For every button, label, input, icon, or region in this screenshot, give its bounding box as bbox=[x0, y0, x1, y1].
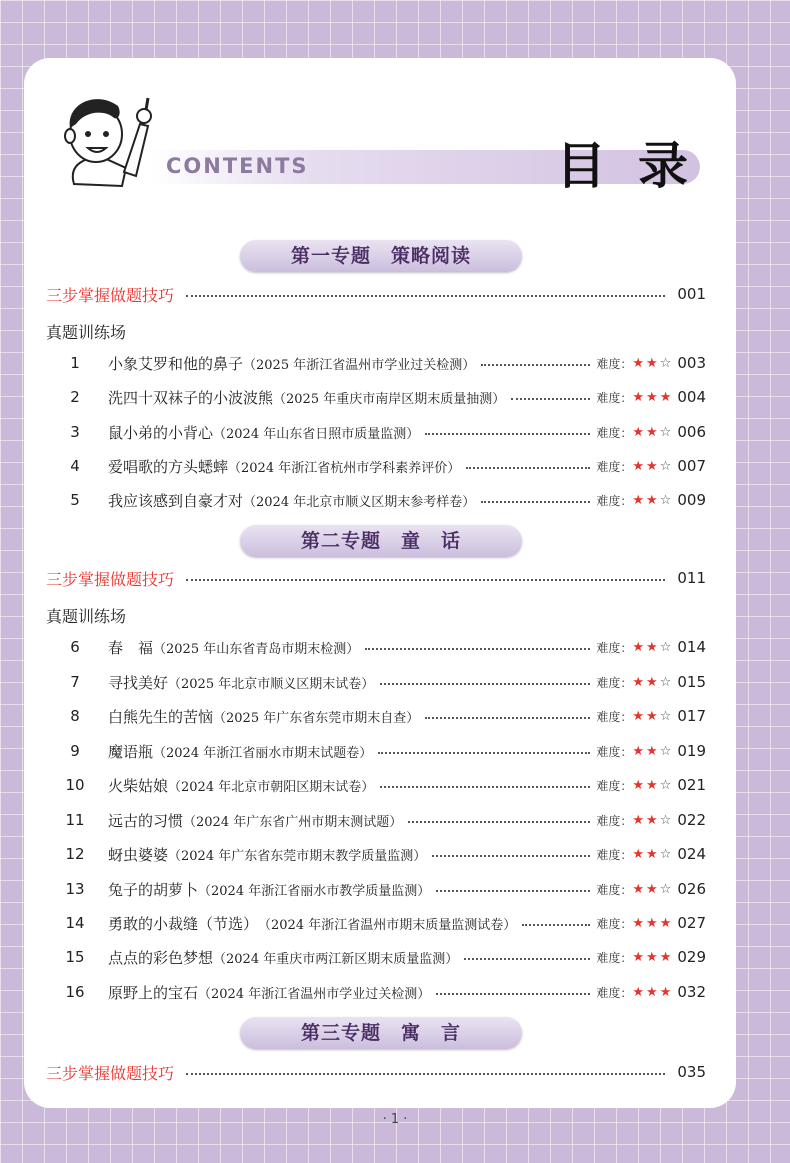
page-number: 004 bbox=[677, 388, 706, 406]
star-filled-icon: ★ bbox=[646, 355, 660, 371]
star-filled-icon: ★ bbox=[632, 458, 647, 474]
page-number: 022 bbox=[677, 811, 706, 829]
tips-row[interactable] bbox=[46, 566, 706, 590]
star-filled-icon: ★ bbox=[659, 915, 674, 931]
star-empty-icon: ☆ bbox=[659, 777, 674, 793]
page-number: 027 bbox=[677, 914, 706, 932]
star-empty-icon: ☆ bbox=[659, 846, 674, 862]
entry-source: （2024 年广东省广州市期末测试题） bbox=[183, 814, 403, 830]
star-filled-icon: ★ bbox=[659, 949, 674, 965]
entry-title: 火柴姑娘 bbox=[108, 776, 169, 795]
dot-leader bbox=[425, 717, 590, 719]
difficulty-label: 难度： bbox=[596, 709, 633, 724]
page-number: 003 bbox=[677, 354, 706, 372]
difficulty-label: 难度： bbox=[596, 950, 633, 965]
star-filled-icon: ★ bbox=[632, 639, 647, 655]
toc-entry[interactable] bbox=[60, 385, 706, 409]
difficulty-stars bbox=[632, 675, 673, 690]
entry-source: （2024 年浙江省丽水市期末试题卷） bbox=[153, 745, 373, 761]
footer-page-number: · 1 · bbox=[382, 1112, 408, 1127]
difficulty-stars bbox=[632, 425, 673, 440]
difficulty-label: 难度： bbox=[596, 425, 633, 440]
dot-leader bbox=[365, 648, 590, 650]
tips-label: 三步掌握做题技巧 bbox=[46, 569, 175, 589]
difficulty-stars bbox=[632, 709, 673, 724]
page-number: 021 bbox=[677, 776, 706, 794]
star-filled-icon: ★ bbox=[659, 389, 674, 405]
page-number: 024 bbox=[677, 845, 706, 863]
star-filled-icon: ★ bbox=[632, 881, 647, 897]
dot-leader bbox=[511, 398, 590, 400]
star-filled-icon: ★ bbox=[646, 708, 660, 724]
toc-entry[interactable] bbox=[60, 808, 706, 832]
difficulty-stars bbox=[632, 459, 673, 474]
star-filled-icon: ★ bbox=[646, 743, 660, 759]
star-empty-icon: ☆ bbox=[659, 492, 674, 508]
page-number: 019 bbox=[677, 742, 706, 760]
entry-number: 4 bbox=[70, 457, 80, 475]
toc-entry[interactable] bbox=[60, 488, 706, 512]
tips-row[interactable] bbox=[46, 1060, 706, 1084]
difficulty-label: 难度： bbox=[596, 675, 633, 690]
contents-label: CONTENTS bbox=[166, 154, 309, 178]
entry-number: 16 bbox=[65, 983, 85, 1001]
page-title: 目录 bbox=[556, 137, 720, 195]
difficulty-stars bbox=[632, 916, 673, 931]
difficulty-stars bbox=[632, 493, 673, 508]
dot-leader bbox=[186, 1073, 665, 1075]
entry-source: （2025 年浙江省温州市学业过关检测） bbox=[243, 357, 476, 373]
entry-title: 寻找美好 bbox=[108, 673, 169, 692]
practice-heading: 真题训练场 bbox=[46, 323, 127, 342]
star-filled-icon: ★ bbox=[632, 708, 647, 724]
star-empty-icon: ☆ bbox=[659, 355, 674, 371]
page-number: 015 bbox=[677, 673, 706, 691]
entry-number: 6 bbox=[70, 638, 80, 656]
toc-entry[interactable] bbox=[60, 911, 706, 935]
dot-leader bbox=[481, 501, 590, 503]
toc-entry[interactable] bbox=[60, 704, 706, 728]
difficulty-stars bbox=[632, 744, 673, 759]
section-heading: 第一专题 策略阅读 bbox=[240, 240, 522, 272]
star-filled-icon: ★ bbox=[646, 915, 660, 931]
dot-leader bbox=[425, 433, 590, 435]
tips-row[interactable] bbox=[46, 282, 706, 306]
entry-source: （2024 年重庆市两江新区期末质量监测） bbox=[213, 951, 459, 967]
difficulty-label: 难度： bbox=[596, 390, 633, 405]
entry-source: （2025 年山东省青岛市期末检测） bbox=[153, 641, 360, 657]
difficulty-stars bbox=[632, 390, 673, 405]
difficulty-stars bbox=[632, 640, 673, 655]
star-filled-icon: ★ bbox=[646, 424, 660, 440]
star-filled-icon: ★ bbox=[646, 812, 660, 828]
entry-source: （2024 年浙江省温州市学业过关检测） bbox=[198, 986, 431, 1002]
difficulty-stars bbox=[632, 813, 673, 828]
difficulty-stars bbox=[632, 985, 673, 1000]
page-number: 032 bbox=[677, 983, 706, 1001]
star-filled-icon: ★ bbox=[632, 389, 647, 405]
difficulty-label: 难度： bbox=[596, 459, 633, 474]
entry-number: 11 bbox=[65, 811, 85, 829]
star-filled-icon: ★ bbox=[632, 424, 647, 440]
star-empty-icon: ☆ bbox=[659, 881, 674, 897]
star-filled-icon: ★ bbox=[632, 492, 647, 508]
tips-label: 三步掌握做题技巧 bbox=[46, 285, 175, 305]
entry-title: 我应该感到自豪才对 bbox=[108, 491, 244, 510]
section-heading: 第二专题 童 话 bbox=[240, 525, 522, 557]
entry-title: 远古的习惯 bbox=[108, 811, 184, 830]
difficulty-label: 难度： bbox=[596, 813, 633, 828]
entry-number: 8 bbox=[70, 707, 80, 725]
dot-leader bbox=[464, 958, 590, 960]
entry-title: 兔子的胡萝卜 bbox=[108, 880, 199, 899]
entry-number: 14 bbox=[65, 914, 85, 932]
star-filled-icon: ★ bbox=[632, 674, 647, 690]
star-filled-icon: ★ bbox=[646, 777, 660, 793]
entry-number: 2 bbox=[70, 388, 80, 406]
entry-source: （2025 年北京市顺义区期末试卷） bbox=[168, 676, 375, 692]
page-number: 014 bbox=[677, 638, 706, 656]
entry-source: （2024 年浙江省温州市期末质量监测试卷） bbox=[258, 917, 517, 933]
entry-number: 10 bbox=[65, 776, 85, 794]
difficulty-label: 难度： bbox=[596, 493, 633, 508]
entry-title: 春 福 bbox=[108, 638, 154, 657]
entry-title: 爱唱歌的方头蟋蟀 bbox=[108, 457, 229, 476]
star-empty-icon: ☆ bbox=[659, 674, 674, 690]
toc-entry[interactable] bbox=[60, 877, 706, 901]
star-filled-icon: ★ bbox=[646, 846, 660, 862]
entry-title: 小象艾罗和他的鼻子 bbox=[108, 354, 244, 373]
toc-entry[interactable] bbox=[60, 351, 706, 375]
page-number: 011 bbox=[677, 569, 706, 587]
star-empty-icon: ☆ bbox=[659, 458, 674, 474]
toc-entry[interactable] bbox=[60, 773, 706, 797]
toc-entry[interactable] bbox=[60, 420, 706, 444]
page-number: 017 bbox=[677, 707, 706, 725]
entry-title: 鼠小弟的小背心 bbox=[108, 423, 214, 442]
toc-entry[interactable] bbox=[60, 842, 706, 866]
dot-leader bbox=[380, 786, 590, 788]
star-filled-icon: ★ bbox=[646, 458, 660, 474]
entry-number: 13 bbox=[65, 880, 85, 898]
entry-source: （2024 年广东省东莞市期末教学质量监测） bbox=[168, 848, 427, 864]
difficulty-label: 难度： bbox=[596, 985, 633, 1000]
star-empty-icon: ☆ bbox=[659, 424, 674, 440]
star-empty-icon: ☆ bbox=[659, 639, 674, 655]
star-filled-icon: ★ bbox=[646, 639, 660, 655]
page-number: 006 bbox=[677, 423, 706, 441]
difficulty-stars bbox=[632, 847, 673, 862]
entry-number: 7 bbox=[70, 673, 80, 691]
entry-number: 1 bbox=[70, 354, 80, 372]
difficulty-stars bbox=[632, 950, 673, 965]
star-filled-icon: ★ bbox=[659, 984, 674, 1000]
dot-leader bbox=[481, 364, 590, 366]
entry-number: 15 bbox=[65, 948, 85, 966]
dot-leader bbox=[436, 993, 590, 995]
entry-number: 12 bbox=[65, 845, 85, 863]
entry-source: （2024 年北京市朝阳区期末试卷） bbox=[168, 779, 375, 795]
star-filled-icon: ★ bbox=[646, 389, 660, 405]
star-empty-icon: ☆ bbox=[659, 708, 674, 724]
difficulty-label: 难度： bbox=[596, 744, 633, 759]
tips-label: 三步掌握做题技巧 bbox=[46, 1063, 175, 1083]
entry-source: （2024 年北京市顺义区期末参考样卷） bbox=[243, 494, 476, 510]
dot-leader bbox=[466, 467, 590, 469]
toc-entry[interactable] bbox=[60, 945, 706, 969]
entry-number: 5 bbox=[70, 491, 80, 509]
star-filled-icon: ★ bbox=[632, 355, 647, 371]
entry-title: 原野上的宝石 bbox=[108, 983, 199, 1002]
star-filled-icon: ★ bbox=[646, 984, 660, 1000]
entry-title: 白熊先生的苦恼 bbox=[108, 707, 214, 726]
page-number: 029 bbox=[677, 948, 706, 966]
difficulty-stars bbox=[632, 778, 673, 793]
dot-leader bbox=[408, 821, 590, 823]
section-heading: 第三专题 寓 言 bbox=[240, 1017, 522, 1049]
entry-source: （2024 年山东省日照市质量监测） bbox=[213, 426, 420, 442]
difficulty-stars bbox=[632, 356, 673, 371]
page-number: 026 bbox=[677, 880, 706, 898]
difficulty-label: 难度： bbox=[596, 882, 633, 897]
entry-number: 9 bbox=[70, 742, 80, 760]
star-filled-icon: ★ bbox=[646, 674, 660, 690]
entry-title: 勇敢的小裁缝（节选） bbox=[108, 914, 259, 933]
toc-entry[interactable] bbox=[60, 454, 706, 478]
difficulty-label: 难度： bbox=[596, 847, 633, 862]
star-filled-icon: ★ bbox=[632, 812, 647, 828]
dot-leader bbox=[378, 752, 590, 754]
difficulty-label: 难度： bbox=[596, 916, 633, 931]
star-filled-icon: ★ bbox=[632, 777, 647, 793]
difficulty-label: 难度： bbox=[596, 778, 633, 793]
difficulty-stars bbox=[632, 882, 673, 897]
star-filled-icon: ★ bbox=[632, 949, 647, 965]
entry-source: （2025 年广东省东莞市期末自查） bbox=[213, 710, 420, 726]
star-filled-icon: ★ bbox=[632, 984, 647, 1000]
difficulty-label: 难度： bbox=[596, 640, 633, 655]
dot-leader bbox=[380, 683, 590, 685]
entry-source: （2024 年浙江省杭州市学科素养评价） bbox=[228, 460, 461, 476]
dot-leader bbox=[436, 890, 590, 892]
difficulty-label: 难度： bbox=[596, 356, 633, 371]
star-filled-icon: ★ bbox=[632, 846, 647, 862]
page-number: 035 bbox=[677, 1063, 706, 1081]
dot-leader bbox=[186, 579, 665, 581]
star-filled-icon: ★ bbox=[646, 949, 660, 965]
entry-title: 洗四十双袜子的小波波熊 bbox=[108, 388, 274, 407]
page-number: 001 bbox=[677, 285, 706, 303]
toc-entry[interactable] bbox=[60, 670, 706, 694]
star-empty-icon: ☆ bbox=[659, 812, 674, 828]
toc-entry[interactable] bbox=[60, 739, 706, 763]
page-number: 007 bbox=[677, 457, 706, 475]
star-empty-icon: ☆ bbox=[659, 743, 674, 759]
star-filled-icon: ★ bbox=[632, 915, 647, 931]
toc-entry[interactable] bbox=[60, 980, 706, 1004]
toc-entry[interactable] bbox=[60, 635, 706, 659]
entry-title: 魔语瓶 bbox=[108, 742, 154, 761]
practice-heading: 真题训练场 bbox=[46, 607, 127, 626]
dot-leader bbox=[522, 924, 590, 926]
dot-leader bbox=[432, 855, 590, 857]
entry-source: （2024 年浙江省丽水市教学质量监测） bbox=[198, 883, 431, 899]
star-filled-icon: ★ bbox=[632, 743, 647, 759]
page-number: 009 bbox=[677, 491, 706, 509]
star-filled-icon: ★ bbox=[646, 881, 660, 897]
entry-number: 3 bbox=[70, 423, 80, 441]
entry-source: （2025 年重庆市南岸区期末质量抽测） bbox=[273, 391, 506, 407]
boy-mascot-icon bbox=[56, 84, 156, 194]
dot-leader bbox=[186, 295, 665, 297]
star-filled-icon: ★ bbox=[646, 492, 660, 508]
entry-title: 蚜虫婆婆 bbox=[108, 845, 169, 864]
entry-title: 点点的彩色梦想 bbox=[108, 948, 214, 967]
